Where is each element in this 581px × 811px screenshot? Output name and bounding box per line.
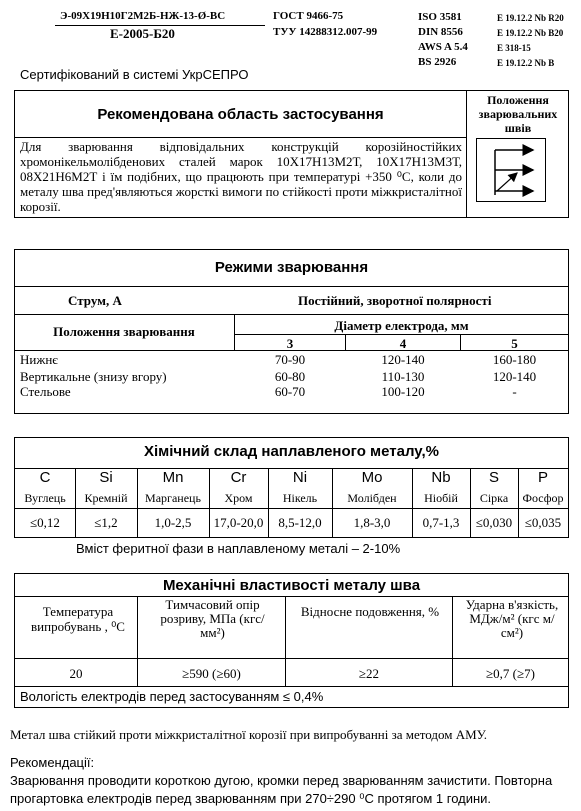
element-value: ≤0,12: [30, 515, 60, 530]
mech-value-temperature: 20: [69, 666, 83, 681]
application-title-line: [15, 137, 466, 138]
element-name: Фосфор: [522, 491, 564, 505]
modes-header-bottom: [15, 350, 568, 351]
modes-title: Режими зварювання: [214, 259, 369, 276]
mech-value-tensile: ≥590 (≥60): [182, 666, 241, 681]
weld-positions-diagram: [476, 138, 546, 202]
header-divider: [55, 25, 265, 26]
application-divider: [466, 91, 467, 217]
value-2-3: 60-80: [274, 369, 306, 384]
chem-title-line: [15, 468, 568, 469]
element-value: 8,5-12,0: [278, 515, 322, 530]
diameter-5: 5: [511, 336, 518, 351]
diameter-4: 4: [399, 336, 407, 351]
tuu-standard: ТУУ 14288312.007-99: [273, 26, 378, 38]
element-name: Вуглець: [24, 491, 66, 505]
mech-col-temperature: Температура випробувань , ⁰С: [31, 604, 125, 634]
mech-col-tensile: Тимчасовий опір розриву, МПа (кгс/мм²): [160, 597, 265, 640]
mech-value-impact: ≥0,7 (≥7): [486, 666, 535, 681]
certification-note: Сертифікований в системі УкрСЕПРО: [20, 67, 249, 82]
aws-class: E 318-15: [497, 43, 531, 53]
application-text: Для зварювання відповідальних конструкцій корозійностійких хромонікельмолібденових сталей марок 10Х17Н13М2Т, 10Х17Н13М3Т, 08Х21Н6М2Т і їм подібних, що працюють при температурі +350 ⁰С, коли до металу шва пред'являються жорсткі вимоги по стійкості проти міжкристалітної корозії.: [20, 139, 462, 214]
weld-position-arrows-icon: [477, 139, 547, 203]
recommendations-line-1: Зварювання проводити короткою дугою, кромки перед зварюванням зачистити. Повторна: [10, 773, 553, 788]
mech-col-elongation: Відносне подовження, %: [300, 604, 440, 619]
mech-header-line: [15, 658, 568, 659]
value-1-4: 120-140: [381, 352, 425, 367]
element-symbol: Mo: [361, 469, 383, 486]
element-name: Хром: [224, 491, 253, 505]
element-name: Кремній: [84, 491, 128, 505]
positions-title: Положення зварювальних швів: [478, 93, 558, 135]
element-value: ≤0,035: [524, 515, 562, 530]
element-name: Марганець: [145, 491, 201, 505]
position-label: Положення зварювання: [53, 324, 195, 339]
bs-class: E 19.12.2 Nb B: [497, 58, 555, 68]
value-3-4: 100-120: [381, 384, 425, 399]
diameter-label: Діаметр електрода, мм: [334, 318, 469, 333]
value-1-5: 160-180: [492, 352, 537, 367]
element-name: Молібден: [347, 491, 397, 505]
element-value: 1,8-3,0: [353, 515, 391, 530]
current-value: Постійний, зворотної полярності: [298, 293, 492, 308]
mech-values-line: [15, 686, 568, 687]
element-symbol: C: [39, 469, 51, 486]
element-value: ≤0,030: [475, 515, 513, 530]
position-row-3: Стельове: [20, 384, 71, 399]
current-label: Струм, А: [68, 293, 122, 308]
gost-standard: ГОСТ 9466-75: [273, 10, 344, 22]
diameter-line: [234, 334, 568, 335]
element-symbol: S: [488, 469, 499, 486]
element-symbol: P: [537, 469, 548, 486]
corrosion-note: Метал шва стійкий проти міжкристалітної корозії при випробуванні за методом АМУ.: [10, 727, 488, 742]
element-name: Сірка: [479, 491, 509, 505]
position-row-2: Вертикальне (знизу вгору): [20, 369, 167, 384]
mech-value-elongation: ≥22: [358, 666, 380, 681]
electrode-designation: Э-09Х19Н10Г2М2Б-НЖ-13-Ø-ВС: [60, 10, 226, 22]
ferrite-note: Вміст феритної фази в наплавленому металі – 2-10%: [76, 541, 401, 556]
application-title: Рекомендована область застосування: [97, 106, 384, 123]
element-symbol: Mn: [162, 469, 184, 486]
mech-col-impact: Ударна в'язкість, МДж/м² (кгс м/см²): [465, 597, 559, 640]
element-value: ≤1,2: [94, 515, 118, 530]
value-2-5: 120-140: [492, 369, 537, 384]
element-name: Ніобій: [424, 491, 458, 505]
din-class: E 19.12.2 Nb B20: [497, 28, 564, 38]
element-value: 0,7-1,3: [422, 515, 460, 530]
moisture-note: Вологість електродів перед застосуванням ≤ 0,4%: [20, 689, 324, 704]
element-symbol: Si: [99, 469, 113, 486]
iso-class: E 19.12.2 Nb R20: [497, 13, 564, 23]
value-1-3: 70-90: [274, 352, 306, 367]
position-row-1: Нижнє: [20, 352, 58, 367]
chemistry-title: Хімічний склад наплавленого металу,%: [143, 443, 440, 460]
value-3-3: 60-70: [274, 384, 306, 399]
mechanical-title: Механічні властивості металу шва: [162, 577, 421, 594]
iso-label: ISO 3581: [418, 11, 462, 23]
modes-title-line: [15, 286, 568, 287]
diameter-3: 3: [286, 336, 294, 351]
value-2-4: 110-130: [381, 369, 425, 384]
bs-label: BS 2926: [418, 56, 457, 68]
chem-header-line: [15, 508, 568, 509]
element-symbol: Ni: [292, 469, 308, 486]
element-value: 17,0-20,0: [213, 515, 264, 530]
element-symbol: Cr: [230, 469, 247, 486]
element-value: 1,0-2,5: [154, 515, 192, 530]
recommendations-title: Рекомендації:: [10, 755, 95, 770]
aws-label: AWS A 5.4: [418, 41, 468, 53]
value-3-5: -: [512, 384, 517, 399]
electrode-grade: Е-2005-Б20: [110, 26, 175, 41]
element-name: Нікель: [282, 491, 318, 505]
recommendations-line-2: прогартовка електродів перед зварюванням при 270÷290 ⁰С протягом 1 години.: [10, 791, 492, 806]
element-symbol: Nb: [431, 469, 451, 486]
din-label: DIN 8556: [418, 26, 463, 38]
modes-row-line: [15, 314, 568, 315]
